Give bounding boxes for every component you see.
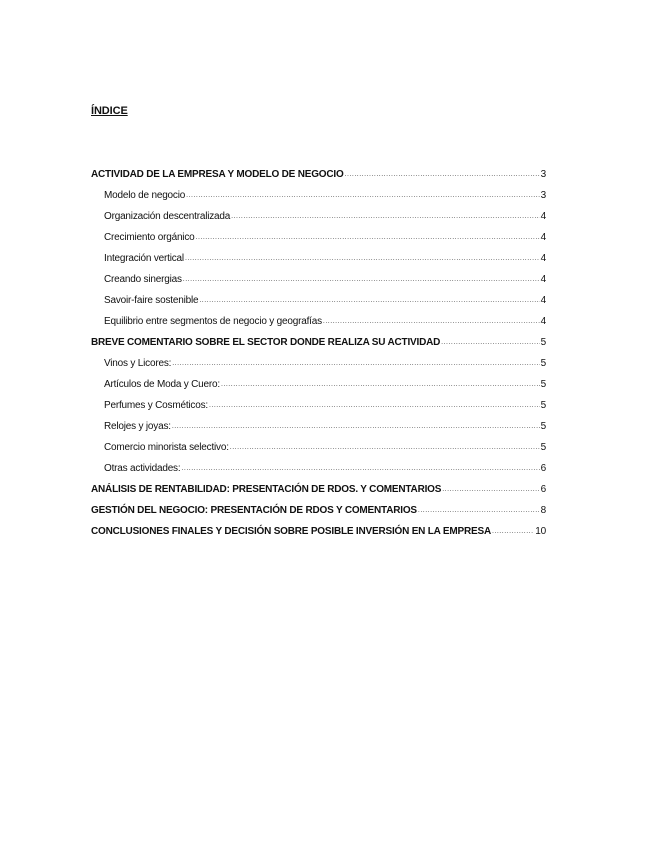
toc-entry-page: 6: [540, 463, 546, 474]
dot-leader: [221, 381, 540, 389]
toc-entry-label: ACTIVIDAD DE LA EMPRESA Y MODELO DE NEGOCIO: [91, 169, 344, 180]
toc-entry[interactable]: [91, 202, 546, 223]
toc-entry-label: CONCLUSIONES FINALES Y DECISIÓN SOBRE POSIBLE INVERSIÓN EN LA EMPRESA: [91, 526, 491, 537]
toc-entry[interactable]: [91, 244, 546, 265]
toc-entry[interactable]: [91, 307, 546, 328]
toc-entry-label: Integración vertical: [104, 253, 184, 264]
toc-entry-page: 4: [540, 295, 546, 306]
dot-leader: [181, 465, 539, 473]
dot-leader: [199, 297, 539, 305]
dot-leader: [209, 402, 540, 410]
toc-entry[interactable]: [91, 223, 546, 244]
toc-entry[interactable]: [91, 412, 546, 433]
toc-entry[interactable]: [91, 433, 546, 454]
toc-entry-label: Otras actividades:: [104, 463, 181, 474]
toc-entry-page: 4: [540, 316, 546, 327]
toc-entry-page: 3: [540, 190, 546, 201]
toc-entry[interactable]: [91, 517, 546, 538]
dot-leader: [231, 213, 539, 221]
toc-entry-page: 5: [540, 379, 546, 390]
toc-entry[interactable]: [91, 265, 546, 286]
dot-leader: [492, 528, 534, 536]
dot-leader: [230, 444, 540, 452]
toc-entry-label: Perfumes y Cosméticos:: [104, 400, 208, 411]
toc-entry-label: Savoir-faire sostenible: [104, 295, 199, 306]
toc-entry[interactable]: [91, 496, 546, 517]
toc-entry[interactable]: [91, 475, 546, 496]
toc-entry-page: 4: [540, 253, 546, 264]
toc-entry-page: 5: [540, 358, 546, 369]
dot-leader: [186, 192, 540, 200]
toc-entry-label: BREVE COMENTARIO SOBRE EL SECTOR DONDE REALIZA SU ACTIVIDAD: [91, 337, 441, 348]
dot-leader: [172, 360, 539, 368]
toc-entry-label: Modelo de negocio: [104, 190, 186, 201]
dot-leader: [172, 423, 540, 431]
table-of-contents: [91, 160, 546, 538]
dot-leader: [345, 171, 540, 179]
toc-entry[interactable]: [91, 370, 546, 391]
toc-entry-label: Comercio minorista selectivo:: [104, 442, 229, 453]
toc-entry-page: 5: [540, 337, 546, 348]
toc-entry-page: 6: [540, 484, 546, 495]
toc-entry[interactable]: [91, 391, 546, 412]
toc-entry-label: Crecimiento orgánico: [104, 232, 195, 243]
toc-entry[interactable]: [91, 349, 546, 370]
toc-entry-label: Creando sinergias: [104, 274, 182, 285]
toc-entry-label: ANÁLISIS DE RENTABILIDAD: PRESENTACIÓN DE RDOS. Y COMENTARIOS: [91, 484, 442, 495]
toc-entry-page: 5: [540, 400, 546, 411]
toc-heading: ÍNDICE: [91, 105, 128, 117]
dot-leader: [418, 507, 540, 515]
toc-entry-label: Vinos y Licores:: [104, 358, 172, 369]
toc-entry[interactable]: [91, 160, 546, 181]
dot-leader: [196, 234, 540, 242]
toc-entry-label: Artículos de Moda y Cuero:: [104, 379, 220, 390]
toc-entry[interactable]: [91, 328, 546, 349]
toc-entry-page: 10: [535, 526, 546, 537]
toc-entry-page: 4: [540, 232, 546, 243]
dot-leader: [441, 339, 539, 347]
dot-leader: [442, 486, 539, 494]
toc-entry-label: GESTIÓN DEL NEGOCIO: PRESENTACIÓN DE RDOS Y COMENTARIOS: [91, 505, 417, 516]
toc-entry-page: 8: [540, 505, 546, 516]
toc-entry-page: 3: [540, 169, 546, 180]
toc-entry-page: 5: [540, 421, 546, 432]
toc-entry-page: 4: [540, 274, 546, 285]
toc-entry[interactable]: [91, 181, 546, 202]
toc-entry-label: Organización descentralizada: [104, 211, 231, 222]
toc-entry-label: Relojes y joyas:: [104, 421, 171, 432]
dot-leader: [185, 255, 540, 263]
toc-entry[interactable]: [91, 286, 546, 307]
toc-entry-label: Equilibrio entre segmentos de negocio y geografías: [104, 316, 322, 327]
dot-leader: [323, 318, 540, 326]
toc-entry-page: 5: [540, 442, 546, 453]
toc-entry-page: 4: [540, 211, 546, 222]
toc-entry[interactable]: [91, 454, 546, 475]
dot-leader: [183, 276, 540, 284]
